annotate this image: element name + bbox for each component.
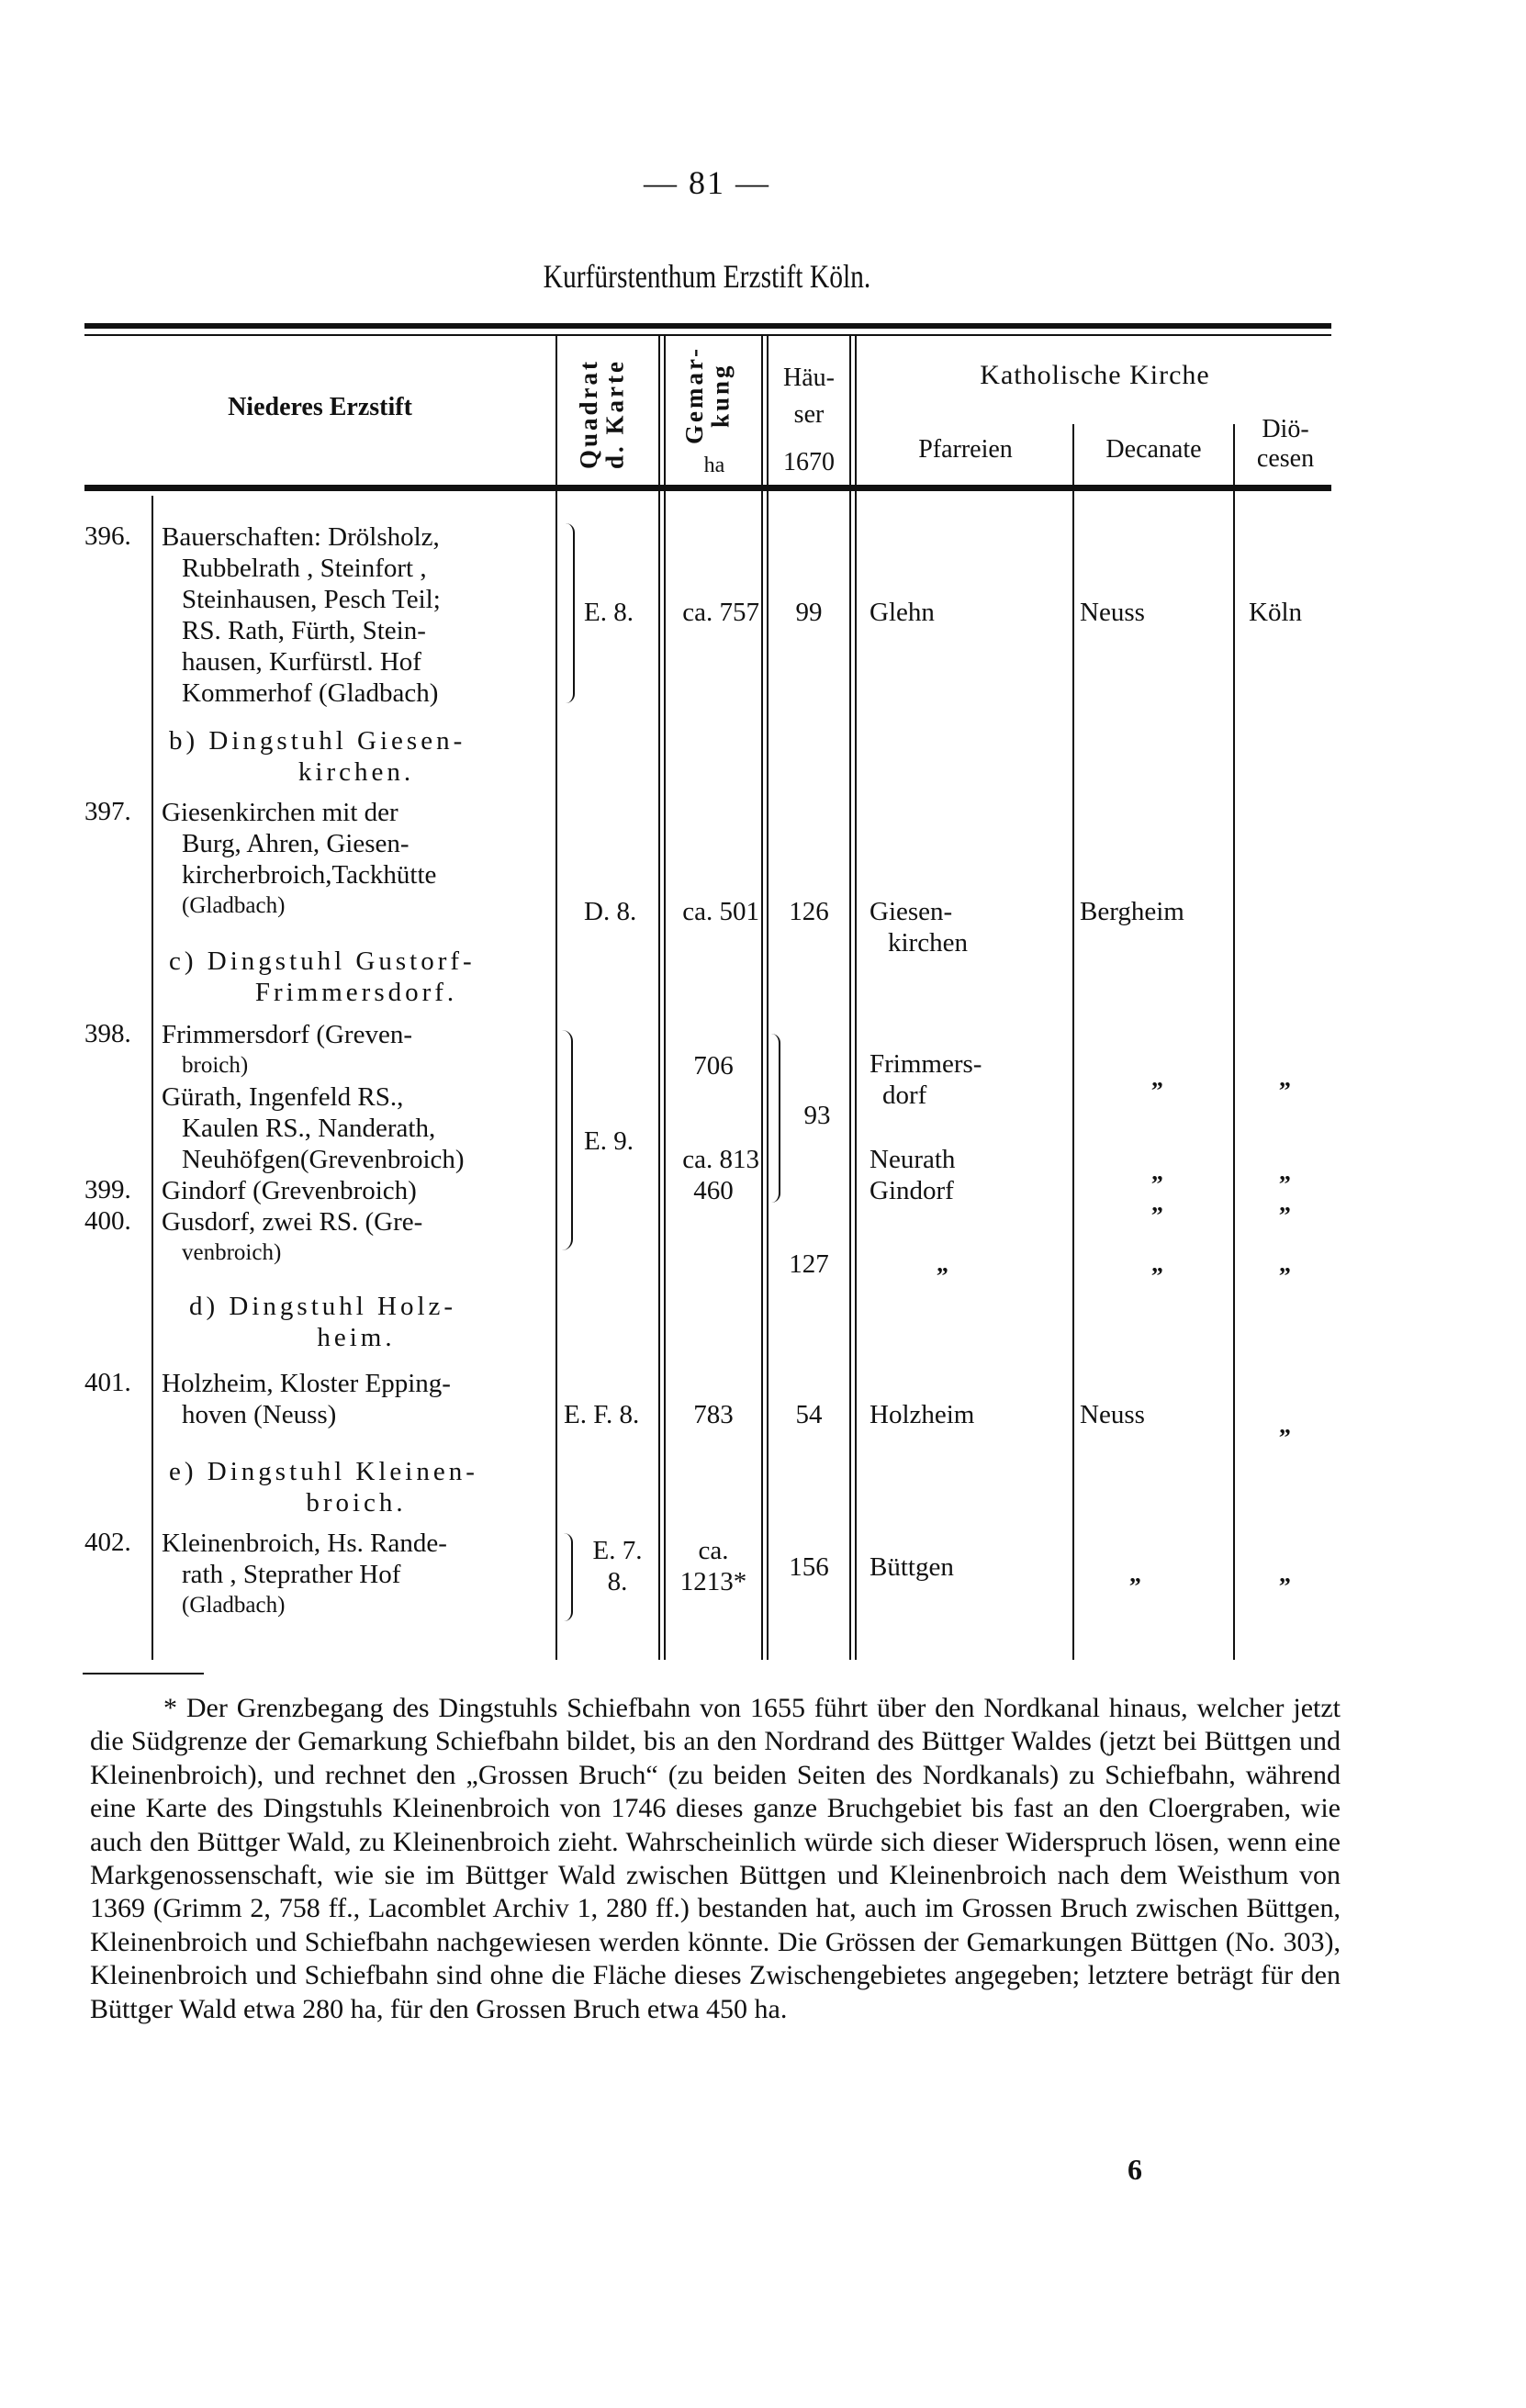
row-396-pfarrei: Glehn (870, 598, 935, 627)
section-b-heading (162, 725, 551, 788)
section-b-line1: b) Dingstuhl Giesen- (169, 726, 466, 756)
section-c-heading (162, 946, 551, 1008)
row-397-line: Giesenkirchen mit der (162, 798, 398, 827)
signature-mark: 6 (1128, 2153, 1142, 2186)
col-line-quad-a (658, 336, 660, 1660)
row-397-haeuser: 126 (789, 897, 829, 926)
col-line-haus-a (849, 336, 851, 1660)
footnote-rule (83, 1673, 204, 1674)
row-398-gemarkung-b: ca. 813 (682, 1145, 759, 1174)
row-397-name (162, 797, 551, 922)
row-398-gemarkung-a: 706 (693, 1051, 734, 1081)
row-397-pfarrei (870, 896, 968, 958)
row-401-haeuser: 54 (795, 1400, 823, 1429)
row-402-gemarkung-1: ca. (698, 1536, 729, 1565)
col-line-haus-b (855, 336, 857, 1660)
row-402-dioecese-ditto: „ (1279, 1561, 1291, 1587)
header-haeuser: Häu- ser (783, 364, 835, 429)
footnote (90, 1692, 1341, 2026)
row-401-line: hoven (Neuss) (182, 1400, 337, 1429)
col-line-quad-b (664, 336, 666, 1660)
row-399-pfarrei: Gindorf (870, 1176, 954, 1205)
row-400-dioecese-ditto: „ (1279, 1250, 1291, 1277)
row-396-line: Kommerhof (Gladbach) (182, 678, 439, 708)
row-number-396: 396. (84, 521, 131, 551)
row-number-397: 397. (84, 797, 131, 826)
row-399-gemarkung: 460 (693, 1176, 734, 1205)
row-400-haeuser: 127 (789, 1249, 829, 1279)
row-number-401: 401. (84, 1368, 131, 1397)
row-400-name (162, 1206, 551, 1269)
header-katholische-kirche: Katholische Kirche (980, 360, 1210, 390)
row-397-line: Burg, Ahren, Giesen- (182, 829, 410, 858)
footnote-text: * Der Grenzbegang des Dingstuhls Schiefbahn von 1655 führt über den Nordkanal hinaus, welcher jetzt die Südgrenze der Gemarkung Schiefbahn bildet, bis an den Nordrand des Büttger Waldes (jetzt bei Büttgen und Kleinenbroich), und rechnet den „Grossen Bruch“ (zu beiden Seiten des Nordkanals) zu Schiefbahn, während eine Karte des Dingstuhls Kleinenbroich von 1746 dieses ganze Bruchgebiet bis fast an den Cloergraben, wie auch den Büttger Wald, zu Kleinenbroich zieht. Wahrscheinlich würde sich dieser Widerspruch lösen, wenn eine Markgenossenschaft, wie sie im Büttger Wald zwischen Büttgen und Kleinenbroich nach dem Weisthum von 1369 (Grimm 2, 758 ff., Lacomblet Archiv 1, 280 ff.) bestanden hat, auch im Grossen Bruch zwischen Büttgen, Kleinenbroich und Schiefbahn nachgewiesen werden könnte. Die Grössen der Gemarkungen Büttgen (No. 303), Kleinenbroich und Schiefbahn sind ohne die Fläche dieses Zwischengebietes angegeben; letztere beträgt für den Büttger Wald etwa 280 ha, für den Grossen Bruch etwa 450 ha. (90, 1693, 1341, 2024)
col-line-gem-b (767, 336, 769, 1660)
col-line-name (555, 336, 557, 1660)
header-gemarkung-unit: ha (703, 454, 725, 477)
section-c-line2: Frimmersdorf. (254, 978, 458, 1007)
header-pfarreien: Pfarreien (918, 435, 1013, 464)
header-decanate: Decanate (1105, 435, 1202, 464)
row-398-line: Neuhöfgen(Grevenbroich) (182, 1145, 465, 1174)
row-401-decanat: Neuss (1080, 1400, 1145, 1429)
row-402-pfarrei: Büttgen (870, 1552, 954, 1582)
row-397-gemarkung: ca. 501 (682, 897, 759, 926)
brace-396 (564, 523, 575, 703)
section-c-line1: c) Dingstuhl Gustorf- (169, 946, 476, 976)
group-398-400-haeuser: 93 (803, 1101, 831, 1130)
row-402-line: rath , Steprather Hof (182, 1560, 401, 1589)
section-d-line1: d) Dingstuhl Holz- (189, 1292, 457, 1321)
row-number-399: 399. (84, 1175, 131, 1204)
table-top-thick-rule (84, 323, 1331, 329)
header-quadrat (562, 347, 654, 481)
table-top-thin-rule (84, 334, 1331, 336)
header-niederes-erzstift: Niederes Erzstift (228, 393, 412, 421)
section-b-line2: kirchen. (297, 757, 415, 787)
header-bottom-rule (84, 485, 1331, 491)
col-line-num (151, 496, 153, 1660)
row-396-decanat: Neuss (1080, 598, 1145, 627)
row-402-quadrat (578, 1535, 656, 1597)
header-gemarkung (668, 342, 758, 450)
page-title: Kurfürstenthum Erzstift Köln. (543, 258, 871, 295)
row-398-pfarrei-a-1: Frimmers- (870, 1049, 982, 1079)
row-396-gemarkung: ca. 757 (682, 598, 759, 627)
row-397-quadrat: D. 8. (584, 897, 637, 926)
row-396-name (162, 521, 551, 709)
row-402-line: Kleinenbroich, Hs. Rande- (162, 1529, 447, 1558)
row-396-line: Bauerschaften: Drölsholz, (162, 522, 440, 552)
row-399-decanat-ditto: „ (1151, 1190, 1163, 1216)
row-402-name (162, 1528, 551, 1621)
row-401-gemarkung: 783 (693, 1400, 734, 1429)
section-e-heading (162, 1456, 551, 1518)
row-396-dioecese: Köln (1249, 598, 1302, 627)
section-e-line2: broich. (306, 1488, 407, 1518)
row-401-name (162, 1368, 551, 1430)
row-400-line: Gusdorf, zwei RS. (Gre- (162, 1207, 423, 1237)
row-396-line: Rubbelrath , Steinfort , (182, 554, 427, 583)
row-402-haeuser: 156 (789, 1552, 829, 1582)
row-402-line: (Gladbach) (182, 1593, 286, 1618)
row-396-quadrat: E. 8. (584, 598, 634, 627)
row-396-haeuser: 99 (795, 598, 823, 627)
row-398-line: Gürath, Ingenfeld RS., (162, 1082, 404, 1112)
section-e-line1: e) Dingstuhl Kleinen- (169, 1457, 478, 1486)
header-quadrat-label: Quadrat d. Karte (575, 359, 629, 470)
row-397-decanat: Bergheim (1080, 897, 1184, 926)
header-dioecesen: Diö- cesen (1256, 415, 1315, 474)
header-gemarkung-label: Gemar- kung (680, 346, 735, 445)
col-line-gem-a (761, 336, 763, 1660)
row-398-pfarrei-a-2: dorf (882, 1081, 927, 1110)
brace-haeuser-398-399 (771, 1034, 780, 1203)
section-d-line2: heim. (317, 1323, 396, 1352)
row-401-pfarrei: Holzheim (870, 1400, 975, 1429)
section-d-heading (162, 1291, 551, 1353)
row-396-line: RS. Rath, Fürth, Stein- (182, 616, 426, 645)
row-402-gemarkung (668, 1535, 759, 1597)
row-397-line: (Gladbach) (182, 893, 286, 918)
row-402-quadrat-2: 8. (607, 1567, 628, 1596)
row-398-line: Frimmersdorf (Greven- (162, 1020, 412, 1049)
row-402-quadrat-1: E. 7. (592, 1536, 643, 1565)
header-haeuser-year: 1670 (783, 448, 835, 476)
row-398b-dioecese-ditto: „ (1279, 1159, 1291, 1185)
row-number-398: 398. (84, 1019, 131, 1048)
row-number-402: 402. (84, 1528, 131, 1557)
row-number-400: 400. (84, 1206, 131, 1236)
row-401-line: Holzheim, Kloster Epping- (162, 1369, 451, 1398)
row-396-line: hausen, Kurfürstl. Hof (182, 647, 421, 677)
row-402-decanat-ditto: „ (1129, 1561, 1141, 1587)
row-398-line: Kaulen RS., Nanderath, (182, 1114, 436, 1143)
row-398-name (162, 1019, 551, 1175)
row-401-quadrat: E. F. 8. (564, 1400, 640, 1429)
brace-398-400 (562, 1030, 573, 1250)
brace-402 (564, 1533, 573, 1621)
row-397-pfarrei-2: kirchen (888, 928, 968, 958)
row-396-line: Steinhausen, Pesch Teil; (182, 585, 441, 614)
row-401-dioecese-ditto: „ (1279, 1412, 1291, 1439)
page-number: — 81 — (644, 164, 770, 201)
row-398-pfarrei-a (870, 1048, 982, 1111)
row-398-line: broich) (182, 1053, 249, 1078)
row-400-pfarrei-ditto: „ (937, 1250, 948, 1277)
row-400-decanat-ditto: „ (1151, 1250, 1163, 1277)
group-398-400-quadrat: E. 9. (584, 1126, 634, 1156)
col-line-dec (1233, 424, 1235, 1660)
col-line-pfarr (1072, 424, 1074, 1660)
row-398-pfarrei-b: Neurath (870, 1145, 956, 1174)
row-402-gemarkung-2: 1213* (679, 1567, 747, 1596)
row-397-pfarrei-1: Giesen- (870, 897, 953, 926)
row-398b-decanat-ditto: „ (1151, 1159, 1163, 1185)
row-399-name (162, 1175, 551, 1206)
row-400-line: venbroich) (182, 1240, 282, 1265)
row-398-decanat-ditto: „ (1151, 1065, 1163, 1092)
row-398-dioecese-ditto: „ (1279, 1065, 1291, 1092)
row-399-line: Gindorf (Grevenbroich) (162, 1176, 417, 1205)
row-399-dioecese-ditto: „ (1279, 1190, 1291, 1216)
row-397-line: kircherbroich,Tackhütte (182, 860, 437, 890)
